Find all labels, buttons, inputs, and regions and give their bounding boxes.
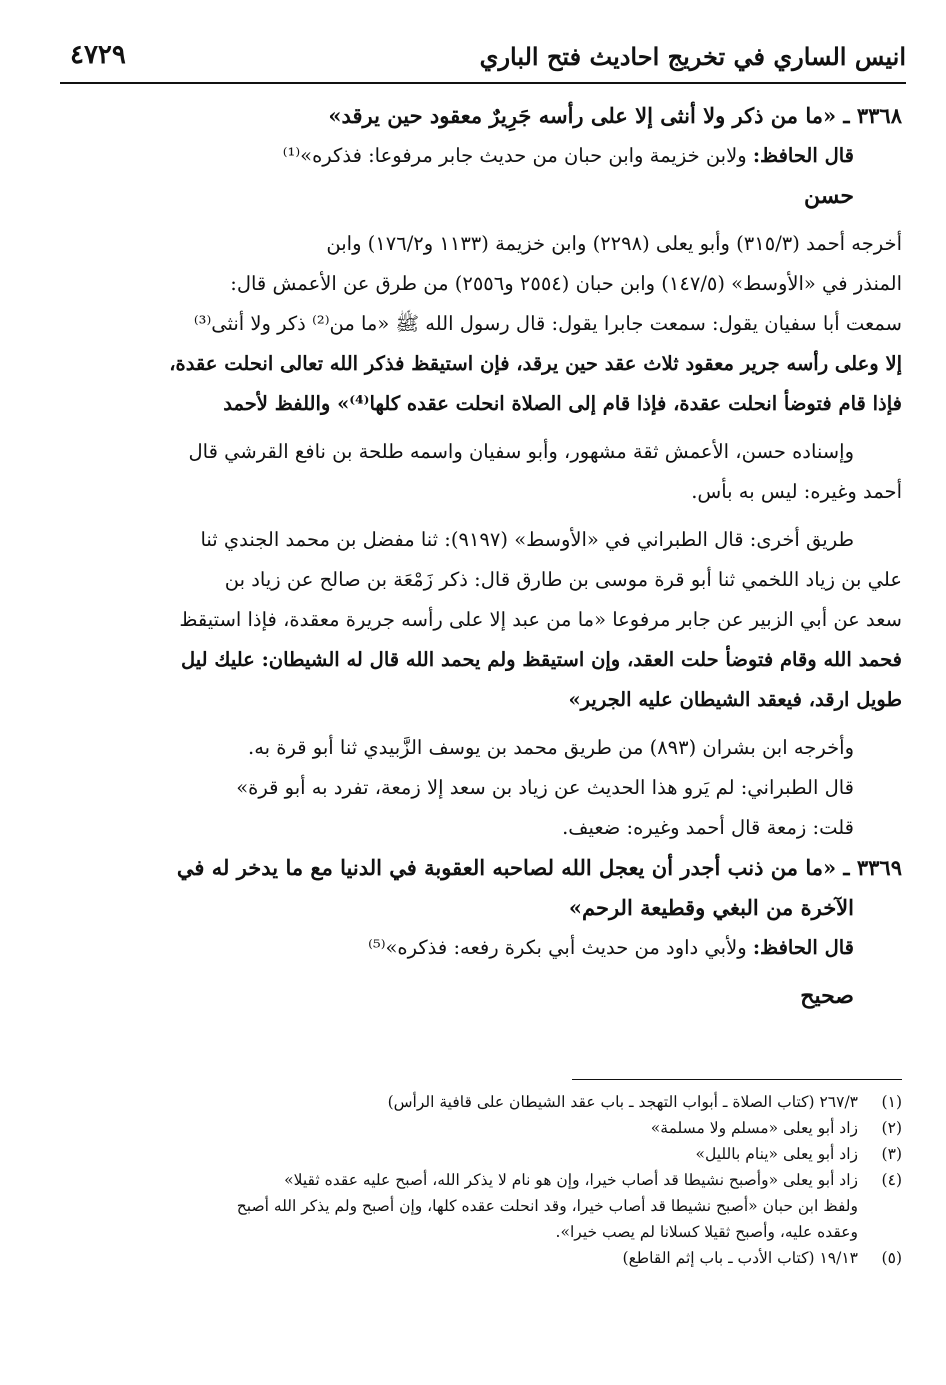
hafiz-text: ولأبي داود من حديث أبي بكرة رفعه: فذكره»⁽⁵⁾ [368, 936, 747, 959]
hafiz-text: ولابن خزيمة وابن حبان من حديث جابر مرفوعا: فذكره»⁽¹⁾ [282, 144, 747, 167]
text-line: فحمد الله وقام فتوضأ حلت العقد، وإن استيقظ ولم يحمد الله قال له الشيطان: عليك ليل [181, 648, 902, 671]
footnote-text: ١٩/١٣ (كتاب الأدب ـ باب إثم القاطع) [622, 1249, 858, 1267]
hadith-heading: ٣٣٦٨ ـ «ما من ذكر ولا أنثى إلا على رأسه جَرِيرٌ معقود حين يرقد» [328, 103, 902, 128]
grade-label: صحيح [800, 983, 854, 1009]
footnote [42, 1089, 902, 1115]
footnote-divider [572, 1079, 902, 1080]
book-title: انيس الساري في تخريج احاديث فتح الباري [479, 42, 906, 71]
footnote [42, 1115, 902, 1141]
text-line: فإذا قام فتوضأ انحلت عقدة، فإذا قام إلى الصلاة انحلت عقده كلها⁽⁴⁾» واللفظ لأحمد [223, 392, 902, 415]
running-header [70, 38, 906, 78]
footnote-text: زاد أبو يعلى «وأصبح نشيطا قد أصاب خيرا، وإن هو نام لا يذكر الله، أصبح عليه عقده ثقيلا» [284, 1171, 858, 1189]
footnote-continuation: وعقده عليه، وأصبح ثقيلا كسلانا لم يصب خيرا». [555, 1223, 858, 1241]
grade-label: حسن [804, 183, 854, 209]
text-line: إلا وعلى رأسه جرير معقود ثلاث عقد حين يرقد، فإن استيقظ فذكر الله تعالى انحلت عقدة، [169, 352, 902, 375]
footnote-text: ٢٦٧/٣ (كتاب الصلاة ـ أبواب التهجد ـ باب عقد الشيطان على قافية الرأس) [387, 1093, 858, 1111]
footnote-number: (٥) [881, 1249, 902, 1267]
hafiz-quote [42, 928, 902, 968]
hadith-heading: ٣٣٦٩ ـ «ما من ذنب أجدر أن يعجل الله لصاحبه العقوبة في الدنيا مع ما يدخر له في [176, 855, 902, 880]
main-text [42, 96, 902, 1016]
footnote-continuation: ولفظ ابن حبان «أصبح نشيطا قد أصاب خيرا، وقد انحلت عقده كلها، وإن أصبح ولم يذكر الله أصبح [236, 1197, 858, 1215]
footnote [42, 1141, 902, 1167]
page-number: ٤٧٢٩ [70, 40, 126, 70]
text-line: المنذر في «الأوسط» (١٤٧/٥) وابن حبان (٢٥٥٤ و٢٥٥٦) من طرق عن الأعمش قال: [230, 272, 902, 295]
footnote-text: زاد أبو يعلى «ينام بالليل» [695, 1145, 858, 1163]
text-line: وأخرجه ابن بشران (٨٩٣) من طريق محمد بن يوسف الزَّبيدي ثنا أبو قرة به. [248, 736, 854, 759]
text-line: أحمد وغيره: ليس به بأس. [691, 480, 902, 503]
text-line: سعد عن أبي الزبير عن جابر مرفوعا «ما من عبد إلا على رأسه جريرة معقدة، فإذا استيقظ [179, 608, 902, 631]
text-line: وإسناده حسن، الأعمش ثقة مشهور، وأبو سفيان واسمه طلحة بن نافع القرشي قال [188, 440, 854, 463]
text-line: طريق أخرى: قال الطبراني في «الأوسط» (٩١٩٧): ثنا مفضل بن محمد الجندي ثنا [200, 528, 854, 551]
footnote-text: زاد أبو يعلى «مسلم ولا مسلمة» [650, 1119, 858, 1137]
footnote [42, 1245, 902, 1271]
text-line: قال الطبراني: لم يَرو هذا الحديث عن زياد بن سعد إلا زمعة، تفرد به أبو قرة» [236, 776, 854, 799]
text-line: سمعت أبا سفيان يقول: سمعت جابرا يقول: قال رسول الله ﷺ «ما من⁽²⁾ ذكر ولا أنثى⁽³⁾ [193, 312, 902, 335]
text-line: أخرجه أحمد (٣١٥/٣) وأبو يعلى (٢٢٩٨) وابن خزيمة (١١٣٣ و١٧٦/٢) وابن [326, 232, 902, 255]
footnote-number: (٢) [881, 1119, 902, 1137]
hafiz-label: قال الحافظ: [752, 144, 854, 167]
text-line: طويل ارقد، فيعقد الشيطان عليه الجرير» [568, 688, 902, 711]
footnote-number: (١) [881, 1093, 902, 1111]
hafiz-label: قال الحافظ: [752, 936, 854, 959]
hafiz-quote [42, 136, 902, 176]
footnote [42, 1167, 902, 1193]
text-line: قلت: زمعة قال أحمد وغيره: ضعيف. [562, 816, 854, 839]
footnotes [42, 1089, 902, 1271]
text-line: علي بن زياد اللخمي ثنا أبو قرة موسى بن طارق قال: ذكر زَمْعَة بن صالح عن زياد بن [224, 568, 902, 591]
footnote-number: (٤) [881, 1171, 902, 1189]
footnote-number: (٣) [881, 1145, 902, 1163]
header-divider [60, 82, 906, 84]
hadith-heading-cont: الآخرة من البغي وقطيعة الرحم» [568, 895, 854, 920]
